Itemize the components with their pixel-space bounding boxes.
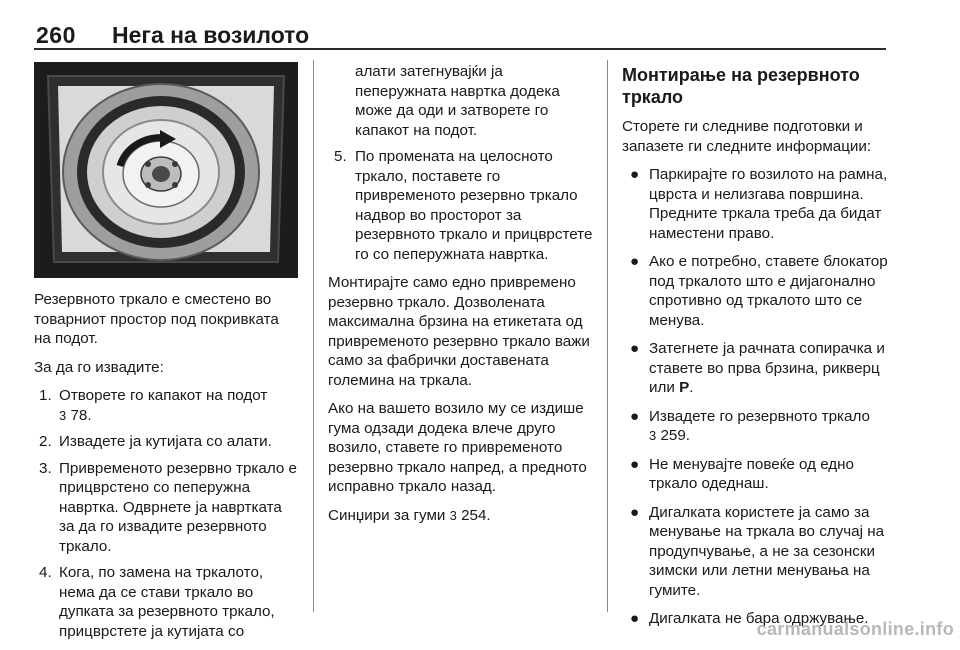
page-reference[interactable]: 259. [660, 427, 691, 444]
page-number: 260 [36, 22, 76, 48]
list-item [34, 459, 298, 557]
preparation-list [622, 165, 888, 629]
bullet-text: Затегнете ја рачната сопирачка и ставете во прва брзина, рикверц или [649, 340, 885, 396]
step-number: 1. [39, 387, 52, 404]
list-item [622, 407, 888, 446]
list-item [622, 503, 888, 601]
page-reference-icon: 3 [649, 428, 657, 443]
list-item [34, 432, 298, 452]
step-text: алати затегнувајќи ја пеперужната навртка додека може да оди и затворете го капакот на подот. [355, 63, 560, 139]
spare-wheel-drawing [34, 62, 298, 278]
step-number: 5. [334, 148, 347, 165]
step-text: Извадете ја кутијата со алати. [59, 433, 272, 450]
list-item [622, 339, 888, 398]
column-divider-1 [313, 60, 314, 612]
step-number: 2. [39, 433, 52, 450]
bullet-icon: ● [630, 166, 640, 183]
column-2 [328, 62, 594, 534]
column-1 [34, 62, 298, 650]
spare-wheel-illustration [34, 62, 298, 278]
page-reference[interactable]: 78. [70, 406, 92, 424]
bullet-icon: ● [630, 455, 640, 473]
bullet-text: Ако е потребно, ставете блокатор под тркалото што е дијагонално спротивно од тркалото што се менува. [649, 253, 888, 329]
list-item [34, 386, 298, 425]
list-item [328, 62, 594, 140]
column-divider-2 [607, 60, 608, 612]
bullet-text: Дигалката користете ја само за менување на тркала во случај на продупчување, а не за сезонски зимски или летни менувања на гумите. [649, 503, 885, 599]
step-number: 4. [39, 564, 52, 581]
bullet-icon: ● [630, 340, 640, 357]
bullet-icon: ● [630, 610, 640, 627]
bullet-icon: ● [630, 503, 640, 521]
watermark: carmanualsonline.info [756, 619, 954, 639]
step-text: Отворете го капакот на подот [59, 387, 268, 404]
header-rule [34, 48, 886, 50]
list-item [622, 252, 888, 330]
bullet-text: Извадете го резервното тркало [649, 407, 870, 425]
gear-p-label: P [679, 379, 690, 396]
column-3 [622, 62, 888, 638]
list-item [622, 455, 888, 494]
bullet-icon: ● [630, 407, 640, 425]
step-text: Привременото резервно тркало е прицврстено со пеперужна навртка. Одврнете ја навртката за да го извадите резервното тркало. [59, 459, 297, 555]
bullet-text: Дигалката не бара одржување. [649, 610, 869, 627]
page-reference[interactable]: 254. [461, 506, 491, 524]
page-title: Нега на возилото [112, 22, 310, 48]
removal-steps [34, 386, 298, 641]
bullet-text-end: . [689, 379, 694, 396]
section-lead: Сторете ги следниве подготовки и запазете ги следните информации: [622, 118, 872, 155]
tyre-chains-link [328, 506, 594, 526]
bullet-icon: ● [630, 253, 640, 270]
page-reference-icon: 3 [59, 407, 67, 423]
tyre-chains-text: Синџири за гуми [328, 506, 446, 524]
list-item [34, 563, 298, 641]
step-number: 3. [39, 459, 52, 477]
steps-lead: За да го извадите: [34, 358, 164, 376]
intro-text: Резервното тркало е сместено во товарниот простор под покривката на подот. [34, 291, 279, 347]
section-title: Монтирање на резервното тркало [622, 65, 860, 107]
step-text: Кога, по замена на тркалото, нема да се стави тркало во дупката за резервното тркало, прицврстете ја кутијата со [59, 564, 275, 640]
step-text: По промената на целосното тркало, поставете го привременото резервно тркало надвор во просторот за резервното тркало и прицврстете го со пеперужната навртка. [355, 148, 593, 263]
towing-note: Ако на вашето возило му се издише гума одзади додека влече друго возило, ставете го привременото резервно тркало напред, а предното исправно тркало назад. [328, 400, 587, 495]
list-item [328, 147, 594, 264]
removal-steps-continued [328, 62, 594, 264]
bullet-text: Паркирајте го возилото на рамна, цврста и нелизгава површина. Предните тркала треба да бидат наместени право. [649, 166, 888, 242]
page-reference-icon: 3 [449, 507, 457, 523]
bullet-text: Не менувајте повеќе од едно тркало одеднаш. [649, 455, 855, 492]
temporary-wheel-note: Монтирајте само едно привремено резервно тркало. Дозволената максимална брзина на етикетата од привременото резервно тркало важи само за фабрички доставената големина на тркала. [328, 274, 590, 389]
list-item [622, 165, 888, 243]
